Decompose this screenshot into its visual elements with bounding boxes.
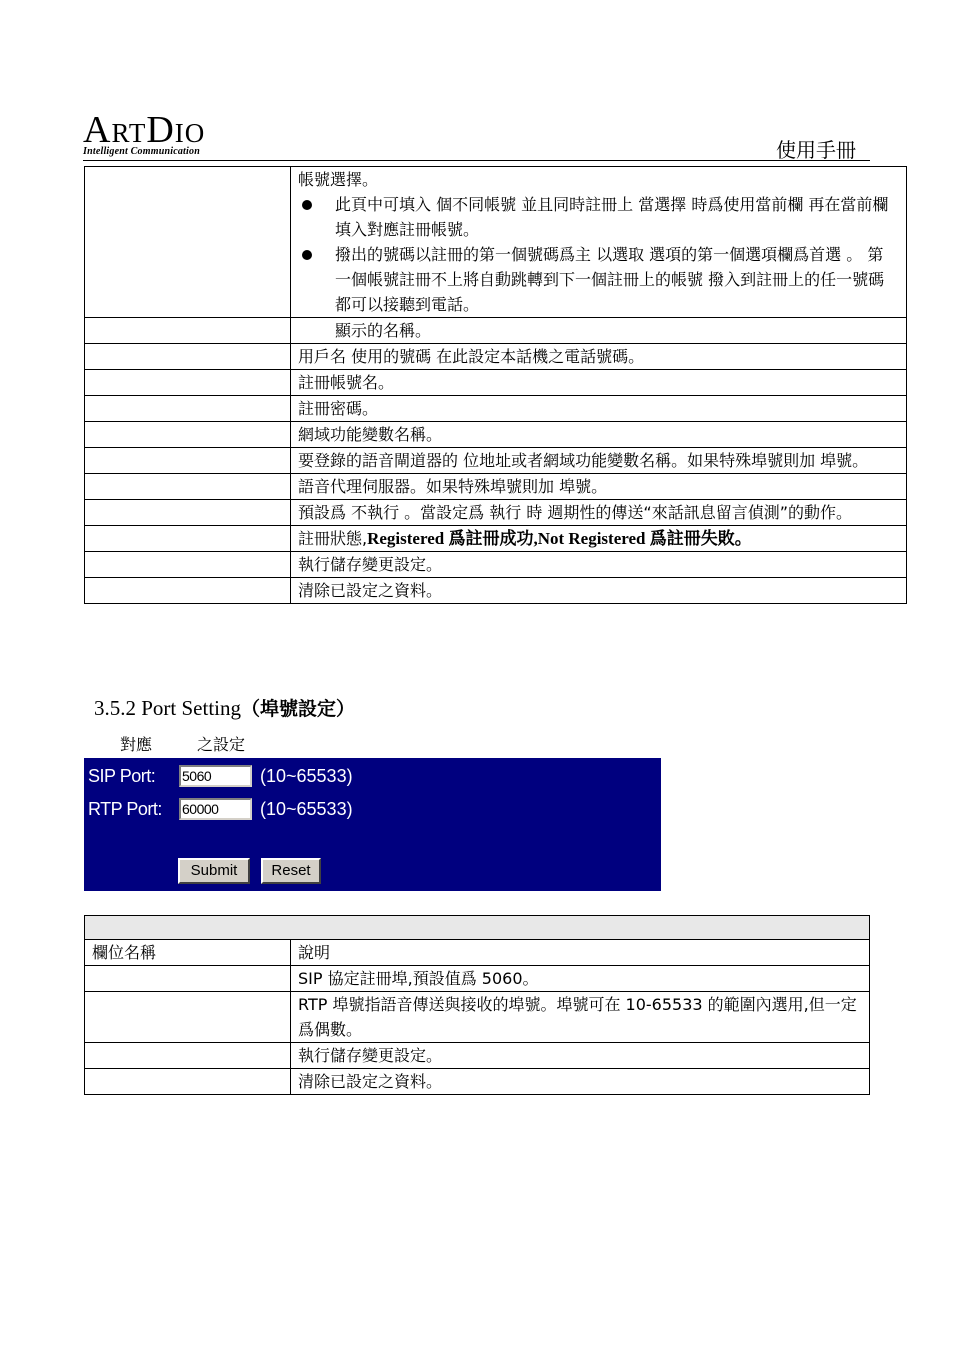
logo-wordmark: ARTDIO <box>83 109 206 151</box>
table-header-row <box>85 940 870 966</box>
field-desc-cell <box>291 167 907 318</box>
field-desc: 網域功能變數名稱。 <box>291 422 907 448</box>
logo-tagline: Intelligent Communication <box>83 146 200 157</box>
header-rule <box>83 160 870 161</box>
table-row <box>85 344 907 370</box>
field-desc: 帳號選擇。 <box>298 170 379 189</box>
sip-port-range: (10~65533) <box>260 766 353 786</box>
rtp-port-range: (10~65533) <box>260 799 353 819</box>
table-header-band <box>85 916 870 940</box>
rtp-port-input[interactable]: 60000 <box>179 798 252 820</box>
field-desc: 執行儲存變更設定。 <box>291 552 907 578</box>
port-fields-table <box>84 915 870 1095</box>
bullet-icon <box>302 200 312 210</box>
port-setting-panel <box>84 758 661 891</box>
rtp-port-label: RTP Port: <box>88 799 162 819</box>
column-header-name: 欄位名稱 <box>85 940 291 966</box>
reset-button[interactable]: Reset <box>261 858 321 884</box>
field-desc: 語音代理伺服器。如果特殊埠號則加 埠號。 <box>291 474 907 500</box>
field-name-cell <box>85 167 291 318</box>
bullet-icon <box>302 250 312 260</box>
field-desc: SIP 協定註冊埠,預設值爲 5060。 <box>291 966 870 992</box>
field-desc: 註冊密碼。 <box>291 396 907 422</box>
sip-port-input[interactable]: 5060 <box>179 765 252 787</box>
bullet-item: 撥出的號碼以註冊的第一個號碼爲主 以選取 選項的第一個選項欄爲首選 。 第一個帳號註冊不上將自動跳轉到下一個註冊上的帳號 撥入到註冊上的任一號碼都可以接聽到電話。 <box>298 242 899 317</box>
bullet-item: 此頁中可填入 個不同帳號 並且同時註冊上 當選擇 時爲使用當前欄 再在當前欄填入對應註冊帳號。 <box>298 192 899 242</box>
artdio-logo <box>83 110 223 160</box>
table-row <box>85 578 907 604</box>
account-fields-table <box>84 166 907 604</box>
sip-port-label: SIP Port: <box>88 766 156 786</box>
manual-title: 使用手冊 <box>776 138 856 162</box>
field-desc: 清除已設定之資料。 <box>291 1069 870 1095</box>
field-desc: 清除已設定之資料。 <box>291 578 907 604</box>
section-caption: 對應 之設定 <box>120 735 246 754</box>
section-heading: 3.5.2 Port Setting（埠號設定） <box>94 696 356 720</box>
table-row <box>85 500 907 526</box>
field-desc: 註冊狀態,Registered 爲註冊成功,Not Registered 爲註冊失敗。 <box>291 526 907 552</box>
field-desc: RTP 埠號指語音傳送與接收的埠號。埠號可在 10-65533 的範圍內選用,但一定爲偶數。 <box>291 992 870 1043</box>
field-desc: 顯示的名稱。 <box>291 318 907 344</box>
table-row <box>85 474 907 500</box>
table-row <box>85 318 907 344</box>
field-desc: 註冊帳號名。 <box>291 370 907 396</box>
field-desc: 要登錄的語音閘道器的 位地址或者網域功能變數名稱。如果特殊埠號則加 埠號。 <box>291 448 907 474</box>
table-row <box>85 167 907 318</box>
table-row <box>85 526 907 552</box>
table-row <box>85 552 907 578</box>
table-row <box>85 422 907 448</box>
table-row <box>85 992 870 1043</box>
column-header-desc: 說明 <box>291 940 870 966</box>
table-row <box>85 396 907 422</box>
table-row <box>85 448 907 474</box>
table-row <box>85 370 907 396</box>
table-row <box>85 1043 870 1069</box>
field-desc: 用戶名 使用的號碼 在此設定本話機之電話號碼。 <box>291 344 907 370</box>
table-row <box>85 1069 870 1095</box>
table-row <box>85 966 870 992</box>
field-desc: 執行儲存變更設定。 <box>291 1043 870 1069</box>
submit-button[interactable]: Submit <box>178 858 250 884</box>
field-desc: 預設爲 不執行 。當設定爲 執行 時 週期性的傳送“來話訊息留言偵測”的動作。 <box>291 500 907 526</box>
